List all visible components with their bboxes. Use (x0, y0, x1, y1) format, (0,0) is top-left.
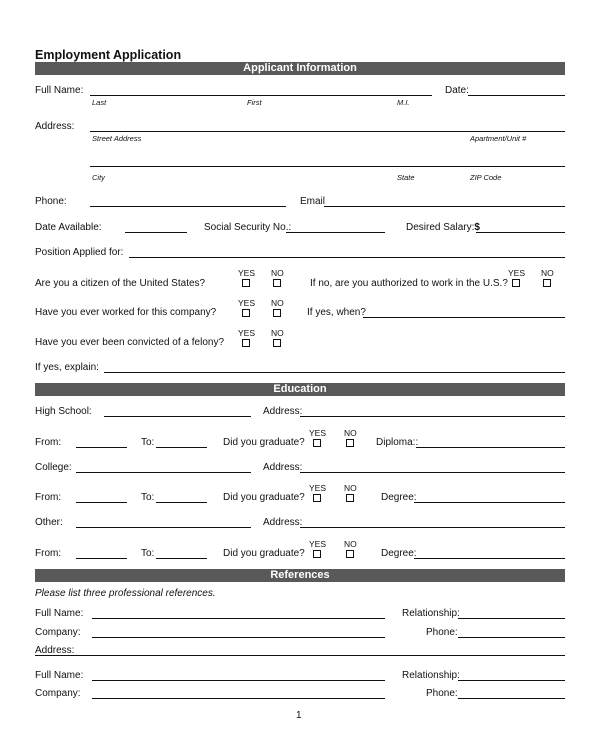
section-header-education: Education (35, 383, 565, 396)
hs-no-checkbox[interactable] (346, 439, 354, 447)
college-from-label: From: (35, 492, 62, 503)
state-sublabel: State (397, 173, 415, 182)
street-address-field[interactable] (90, 131, 565, 132)
other-from-field[interactable] (76, 558, 127, 559)
worked-yes-checkbox[interactable] (242, 309, 250, 317)
ref2-phone-label: Phone: (426, 688, 458, 699)
citizen-yes-checkbox[interactable] (242, 279, 250, 287)
ref1-relationship-field[interactable] (458, 618, 565, 619)
section-header-references: References (35, 569, 565, 582)
authorized-no-label: NO (541, 268, 554, 278)
hs-no-label: NO (344, 428, 357, 438)
citizen-no-checkbox[interactable] (273, 279, 281, 287)
worked-no-label: NO (271, 298, 284, 308)
diploma-field[interactable] (416, 447, 565, 448)
worked-no-checkbox[interactable] (273, 309, 281, 317)
position-label: Position Applied for: (35, 247, 124, 258)
other-yes-label: YES (309, 539, 327, 549)
when-label: If yes, when? (307, 307, 366, 318)
college-label: College: (35, 462, 72, 473)
college-yes-checkbox[interactable] (313, 494, 321, 502)
hs-to-label: To: (141, 437, 155, 448)
ref1-address-label: Address: (35, 645, 75, 656)
other-degree-label: Degree: (381, 548, 417, 559)
first-sublabel: First (247, 98, 262, 107)
email-field[interactable] (324, 206, 565, 207)
other-label: Other: (35, 517, 63, 528)
ssn-field[interactable] (286, 232, 385, 233)
phone-label: Phone: (35, 196, 67, 207)
authorized-yes-label: YES (508, 268, 526, 278)
ref1-phone-field[interactable] (458, 637, 565, 638)
full-name-label: Full Name: (35, 85, 84, 96)
when-field[interactable] (363, 317, 565, 318)
date-available-field[interactable] (125, 232, 187, 233)
ref1-full-name-label: Full Name: (35, 608, 84, 619)
diploma-label: Diploma:: (376, 437, 419, 448)
desired-salary-field[interactable] (476, 232, 565, 233)
college-from-field[interactable] (76, 502, 127, 503)
page-number: 1 (296, 710, 302, 721)
explain-field[interactable] (104, 372, 565, 373)
other-address-label: Address: (263, 517, 303, 528)
other-degree-field[interactable] (414, 558, 565, 559)
college-to-label: To: (141, 492, 155, 503)
felony-question: Have you ever been convicted of a felony? (35, 337, 225, 348)
date-available-label: Date Available: (35, 222, 102, 233)
ref1-company-label: Company: (35, 627, 81, 638)
hs-from-field[interactable] (76, 447, 127, 448)
address-label: Address: (35, 121, 75, 132)
citizen-no-label: NO (271, 268, 284, 278)
other-field[interactable] (76, 527, 251, 528)
other-to-field[interactable] (156, 558, 207, 559)
position-field[interactable] (129, 257, 565, 258)
college-no-checkbox[interactable] (346, 494, 354, 502)
full-name-field[interactable] (90, 95, 432, 96)
ref2-company-label: Company: (35, 688, 81, 699)
hs-yes-label: YES (309, 428, 327, 438)
college-no-label: NO (344, 483, 357, 493)
ref1-address-field[interactable] (35, 655, 565, 656)
hs-from-label: From: (35, 437, 62, 448)
felony-no-label: NO (271, 328, 284, 338)
ref2-company-field[interactable] (92, 698, 385, 699)
ref1-relationship-label: Relationship: (402, 608, 460, 619)
ref2-full-name-label: Full Name: (35, 670, 84, 681)
form-title: Employment Application (35, 48, 182, 62)
ref2-phone-field[interactable] (458, 698, 565, 699)
ref1-company-field[interactable] (92, 637, 385, 638)
high-school-field[interactable] (104, 416, 251, 417)
worked-yes-label: YES (238, 298, 256, 308)
hs-graduate-question: Did you graduate? (223, 437, 305, 448)
hs-to-field[interactable] (156, 447, 207, 448)
street-sublabel: Street Address (92, 134, 142, 143)
hs-yes-checkbox[interactable] (313, 439, 321, 447)
high-school-address-field[interactable] (300, 416, 565, 417)
section-header-applicant: Applicant Information (35, 62, 565, 75)
felony-yes-checkbox[interactable] (242, 339, 250, 347)
college-degree-field[interactable] (414, 502, 565, 503)
college-address-field[interactable] (300, 472, 565, 473)
phone-field[interactable] (90, 206, 286, 207)
college-field[interactable] (76, 472, 251, 473)
date-label: Date: (445, 85, 469, 96)
other-address-field[interactable] (300, 527, 565, 528)
city-sublabel: City (92, 173, 105, 182)
college-graduate-question: Did you graduate? (223, 492, 305, 503)
college-to-field[interactable] (156, 502, 207, 503)
other-yes-checkbox[interactable] (313, 550, 321, 558)
authorized-no-checkbox[interactable] (543, 279, 551, 287)
zip-sublabel: ZIP Code (470, 173, 502, 182)
email-label: Email (300, 196, 326, 207)
high-school-address-label: Address: (263, 406, 303, 417)
other-from-label: From: (35, 548, 62, 559)
other-no-label: NO (344, 539, 357, 549)
last-sublabel: Last (92, 98, 107, 107)
felony-no-checkbox[interactable] (273, 339, 281, 347)
date-field[interactable] (468, 95, 565, 96)
ssn-label: Social Security No.: (204, 222, 292, 233)
high-school-label: High School: (35, 406, 92, 417)
citizen-yes-label: YES (238, 268, 256, 278)
felony-yes-label: YES (238, 328, 256, 338)
college-degree-label: Degree: (381, 492, 417, 503)
references-instructions: Please list three professional references. (35, 588, 216, 599)
ref2-relationship-label: Relationship: (402, 670, 460, 681)
authorized-yes-checkbox[interactable] (512, 279, 520, 287)
ref2-relationship-field[interactable] (458, 680, 565, 681)
authorized-question: If no, are you authorized to work in the U.S.? (310, 278, 508, 289)
explain-label: If yes, explain: (35, 362, 99, 373)
other-to-label: To: (141, 548, 155, 559)
ref2-full-name-field[interactable] (92, 680, 385, 681)
mi-sublabel: M.I. (397, 98, 410, 107)
citizen-question: Are you a citizen of the United States? (35, 278, 206, 289)
city-state-zip-field[interactable] (90, 166, 565, 167)
ref1-full-name-field[interactable] (92, 618, 385, 619)
college-address-label: Address: (263, 462, 303, 473)
college-yes-label: YES (309, 483, 327, 493)
other-no-checkbox[interactable] (346, 550, 354, 558)
desired-salary-label: Desired Salary:$ (406, 222, 480, 233)
other-graduate-question: Did you graduate? (223, 548, 305, 559)
ref1-phone-label: Phone: (426, 627, 458, 638)
apt-sublabel: Apartment/Unit # (470, 134, 527, 143)
worked-question: Have you ever worked for this company? (35, 307, 217, 318)
